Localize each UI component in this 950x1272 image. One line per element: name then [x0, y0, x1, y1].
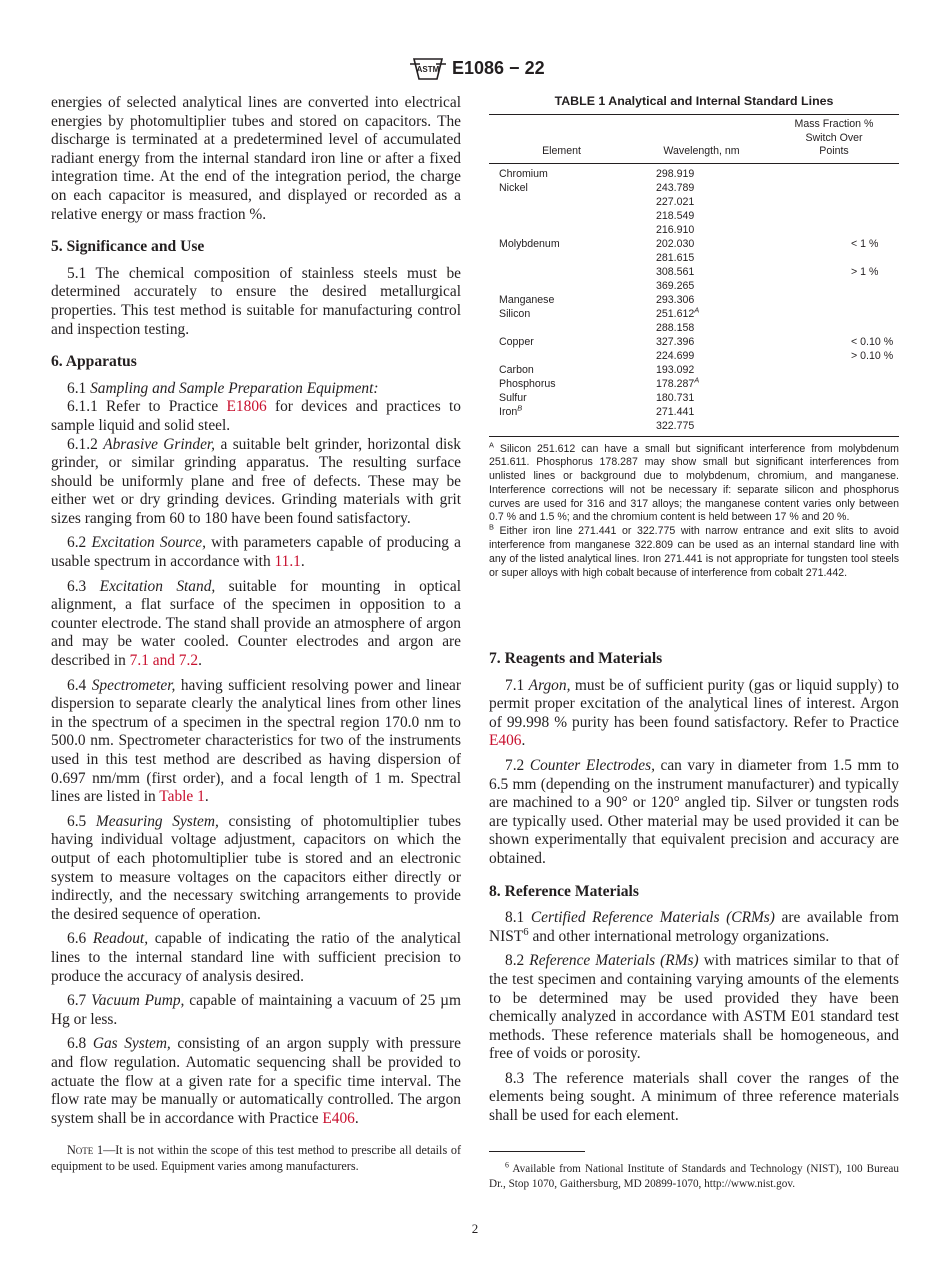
section-5-heading: 5. Significance and Use [51, 238, 205, 256]
para-6-8: 6.8 Gas System, consisting of an argon supply with pressure and flow regulation. Automatic sequencing shall be provided to actuate the flow at a given rate for a specific time interval. The flow rate may be manually or automatically controlled. The argon system shall be in accordance with Practice E406. [51, 1035, 461, 1127]
para-7-2: 7.2 Counter Electrodes, can vary in diameter from 1.5 mm to 6.5 mm (depending on the instrument manufacturer) and typically are machined to a 90° or 120° angled tip. Silver or tungsten rods are typically used. Other material may be used provided it can be shown experimentally that equivalent precision and accuracy are obtained. [489, 756, 899, 867]
cell-mass-fraction [769, 391, 899, 405]
astm-logo-icon [408, 56, 448, 82]
link-7-1-7-2[interactable]: 7.1 and 7.2 [129, 652, 199, 670]
cell-wavelength: 293.306 [656, 293, 695, 306]
cell-element [489, 321, 634, 335]
cell-element: Carbon [499, 363, 534, 376]
cell-element: Phosphorus [499, 377, 556, 390]
cell-wavelength: 298.919 [656, 167, 695, 180]
cell-wavelength: 288.158 [656, 321, 695, 334]
cell-mass-fraction: < 1 % [851, 237, 879, 250]
link-table-1[interactable]: Table 1 [159, 788, 205, 806]
logo-text: ASTM [416, 65, 440, 74]
page-number: 2 [471, 1221, 479, 1236]
cell-wavelength: $251.612^A$ [656, 304, 700, 320]
link-e406[interactable]: E406 [322, 1109, 355, 1127]
cell-mass-fraction [769, 307, 899, 321]
table-row [489, 209, 899, 223]
cell-element: Chromium [499, 167, 548, 180]
cell-element: Nickel [499, 181, 528, 194]
cell-wavelength: 281.615 [656, 251, 695, 264]
para-6-7: 6.7 Vacuum Pump, capable of maintaining a vacuum of 25 µm Hg or less. [51, 992, 461, 1028]
cell-wavelength: 322.775 [656, 419, 695, 432]
cell-mass-fraction [769, 223, 899, 237]
para-6-1-1: 6.1.1 Refer to Practice E1806 for devices and practices to sample liquid and solid steel. [51, 398, 461, 434]
cell-mass-fraction: > 1 % [851, 265, 879, 278]
cell-element: Silicon [499, 307, 531, 320]
cell-element: Copper [499, 335, 534, 348]
table-footnote-a: $^A$ Silicon 251.612 can have a small but significant interference from molybdenum 251.611. Phosphorus 178.287 may show small but significant interferences from unlisted lines or background due to molybdenum, chromium, and manganese. Interference corrections will not be necessary if: separate silicon and phosphorus curves are used for 316 and 317 alloys; the manganese content varies only between 0.7 % and 1.5 %; and the chromium content is held between 17 % and 20 %. [489, 439, 899, 524]
table-row [489, 391, 899, 405]
para-8-3: 8.3 The reference materials shall cover the ranges of the elements being sought. A minimum of three reference materials shall be used for each element. [489, 1069, 899, 1125]
table-1 [489, 94, 899, 580]
cell-element [489, 209, 634, 223]
cell-wavelength: 271.441 [656, 405, 695, 418]
para-6-2: 6.2 Excitation Source, with parameters capable of producing a usable spectrum in accordance with 11.1. [51, 534, 461, 571]
cell-mass-fraction: < 0.10 % [851, 335, 894, 348]
section-8-heading: 8. Reference Materials [489, 882, 639, 900]
para-8-1: 8.1 Certified Reference Materials (CRMs) are available from NIST$^6$ and other international metrology organizations. [489, 909, 899, 945]
cell-mass-fraction [769, 363, 899, 377]
table-footnote-b: $^B$ Either iron line 271.441 or 322.775 with narrow entrance and exit slits to avoid interference from manganese 322.809 can be used as an internal standard line with any of the listed analytical lines. Iron 271.441 is not appropriate for tungsten tool steels or super alloys with high cobalt because of interference from cobalt 271.442. [489, 522, 899, 579]
cell-wavelength: $178.287^A$ [656, 374, 700, 390]
table-row [489, 405, 899, 419]
para-6-3: 6.3 Excitation Stand, suitable for mounting in optical alignment, a flat surface of the specimen in opposition to a counter electrode. The stand shall provide an atmosphere of argon and may be water cooled. Counter electrodes and argon are described in 7.1 and 7.2. [51, 577, 461, 670]
cell-mass-fraction [769, 321, 899, 335]
col-header-element: Element [542, 145, 581, 157]
note-1: Note 1—It is not within the scope of this test method to prescribe all details of equipment to be used. Equipment varies among manufacturers. [51, 1143, 462, 1174]
footnote-6: $^6$ Available from National Institute of Standards and Technology (NIST), 100 Bureau Dr., Stop 1070, Gaithersburg, MD 20899-1070, http://www.nist.gov. [489, 1160, 899, 1190]
cell-element [489, 265, 634, 279]
para-6-5: 6.5 Measuring System, consisting of photomultiplier tubes having individual voltage adjustment, capacitors on which the output of each photomultiplier tube is stored and an electronic system to measure voltages on the capacitors either directly or indirectly, and the necessary switching arrangements to provide the desired sequence of operation. [51, 812, 461, 923]
link-e1806[interactable]: E1806 [226, 398, 267, 416]
cell-element: Molybdenum [499, 237, 560, 250]
cell-wavelength: 327.396 [656, 335, 695, 348]
para-6-1-2: 6.1.2 Abrasive Grinder, a suitable belt grinder, horizontal disk grinder, or similar grinding apparatus. The resulting surface should be uniformly plane and free of defects. These may be either wet or dry grinding devices. Grinding materials with grit sizes ranging from 60 to 180 have been found satisfactory. [51, 435, 461, 527]
footnote-ref-6[interactable]: 6 [523, 925, 529, 938]
col-header-mass-fraction: Mass Fraction % Switch Over Points [794, 118, 874, 157]
para-6-4: 6.4 Spectrometer, having sufficient resolving power and linear dispersion to separate clearly the analytical lines from other lines in the spectrum of a specimen in the spectral region 170.0 nm to 500.0 nm. Spectrometer characteristics for two of the instruments used in this test method are described as having dispersion of 0.697 nm/mm (first order), and a focal length of 1 m. Spectral lines are listed in Table 1. [51, 676, 461, 806]
para-6-6: 6.6 Readout, capable of indicating the ratio of the analytical lines to the internal standard line with sufficient precision to produce the accuracy of analysis desired. [51, 930, 461, 985]
cell-wavelength: 369.265 [656, 279, 695, 292]
cell-mass-fraction [769, 163, 899, 181]
cell-mass-fraction [769, 181, 899, 195]
table-row [489, 181, 899, 195]
cell-element [489, 251, 634, 265]
cell-mass-fraction [769, 195, 899, 209]
cell-element [489, 419, 634, 437]
para-8-2: 8.2 Reference Materials (RMs) with matrices similar to that of the test specimen and containing varying amounts of the elements to be determined may be used provided they have been chemically analyzed in accordance with ASTM E01 standard test methods. These reference materials shall be homogeneous, and free of voids or porosity. [489, 952, 899, 1063]
cell-element [489, 279, 634, 293]
table-row [489, 419, 899, 437]
table-row [489, 349, 899, 363]
cell-wavelength: 224.699 [656, 349, 695, 362]
cell-wavelength: 243.789 [656, 181, 695, 194]
para-5-1: 5.1 The chemical composition of stainless steels must be determined accurately to ensure the desired metallurgical properties. This test method is suitable for manufacturing control and inspection testing. [51, 264, 461, 338]
table-row [489, 237, 899, 251]
cell-element: Sulfur [499, 391, 527, 404]
cell-element: Manganese [499, 293, 555, 306]
footnote-divider [489, 1151, 585, 1152]
intro-paragraph: energies of selected analytical lines are converted into electrical energies by photomultiplier tubes and stored on capacitors. The discharge is terminated at a predetermined level of accumulated radiant energy from the internal standard iron line or after a fixed integration time. At the end of the integration period, the charge on each capacitor is measured, and displayed or recorded as a relative energy or mass fraction %. [51, 94, 461, 223]
page-header [0, 56, 950, 86]
link-11-1[interactable]: 11.1 [274, 553, 301, 571]
cell-wavelength: 216.910 [656, 223, 695, 236]
section-6-heading: 6. Apparatus [51, 353, 137, 371]
cell-wavelength: 202.030 [656, 237, 695, 250]
cell-element [489, 223, 634, 237]
table-row [489, 223, 899, 237]
right-column [489, 650, 899, 1126]
cell-mass-fraction [769, 377, 899, 391]
cell-mass-fraction [769, 405, 899, 419]
left-column [51, 94, 461, 1174]
table-row [489, 307, 899, 321]
section-7-heading: 7. Reagents and Materials [489, 650, 663, 667]
cell-element: Iron$^B$ [499, 402, 523, 418]
cell-mass-fraction [769, 293, 899, 307]
cell-mass-fraction [769, 419, 899, 437]
table-title: TABLE 1 Analytical and Internal Standard Lines [554, 94, 834, 108]
cell-mass-fraction [769, 209, 899, 223]
cell-wavelength: 227.021 [656, 195, 695, 208]
cell-mass-fraction: > 0.10 % [851, 349, 894, 362]
table-row [489, 279, 899, 293]
table-row [489, 377, 899, 391]
cell-element [489, 349, 634, 363]
table-row [489, 195, 899, 209]
analytical-lines-table [489, 114, 899, 437]
cell-wavelength: 218.549 [656, 209, 695, 222]
cell-mass-fraction [769, 279, 899, 293]
cell-wavelength: 308.561 [656, 265, 695, 278]
standard-designation: E1086 − 22 [452, 58, 545, 78]
table-row [489, 163, 899, 181]
table-row [489, 265, 899, 279]
cell-wavelength: 180.731 [656, 391, 695, 404]
cell-mass-fraction [769, 251, 899, 265]
table-row [489, 251, 899, 265]
para-7-1: 7.1 Argon, must be of sufficient purity (gas or liquid supply) to permit proper excitation of the analytical lines of interest. Argon of 99.998 % purity has been found satisfactory. Refer to Practice E406. [489, 676, 899, 750]
cell-element [489, 195, 634, 209]
col-header-wavelength: Wavelength, nm [663, 145, 740, 157]
link-e406-2[interactable]: E406 [489, 732, 522, 750]
para-6-1: 6.1 Sampling and Sample Preparation Equipment: [67, 379, 379, 397]
cell-wavelength: 193.092 [656, 363, 695, 376]
table-row [489, 335, 899, 349]
table-row [489, 321, 899, 335]
